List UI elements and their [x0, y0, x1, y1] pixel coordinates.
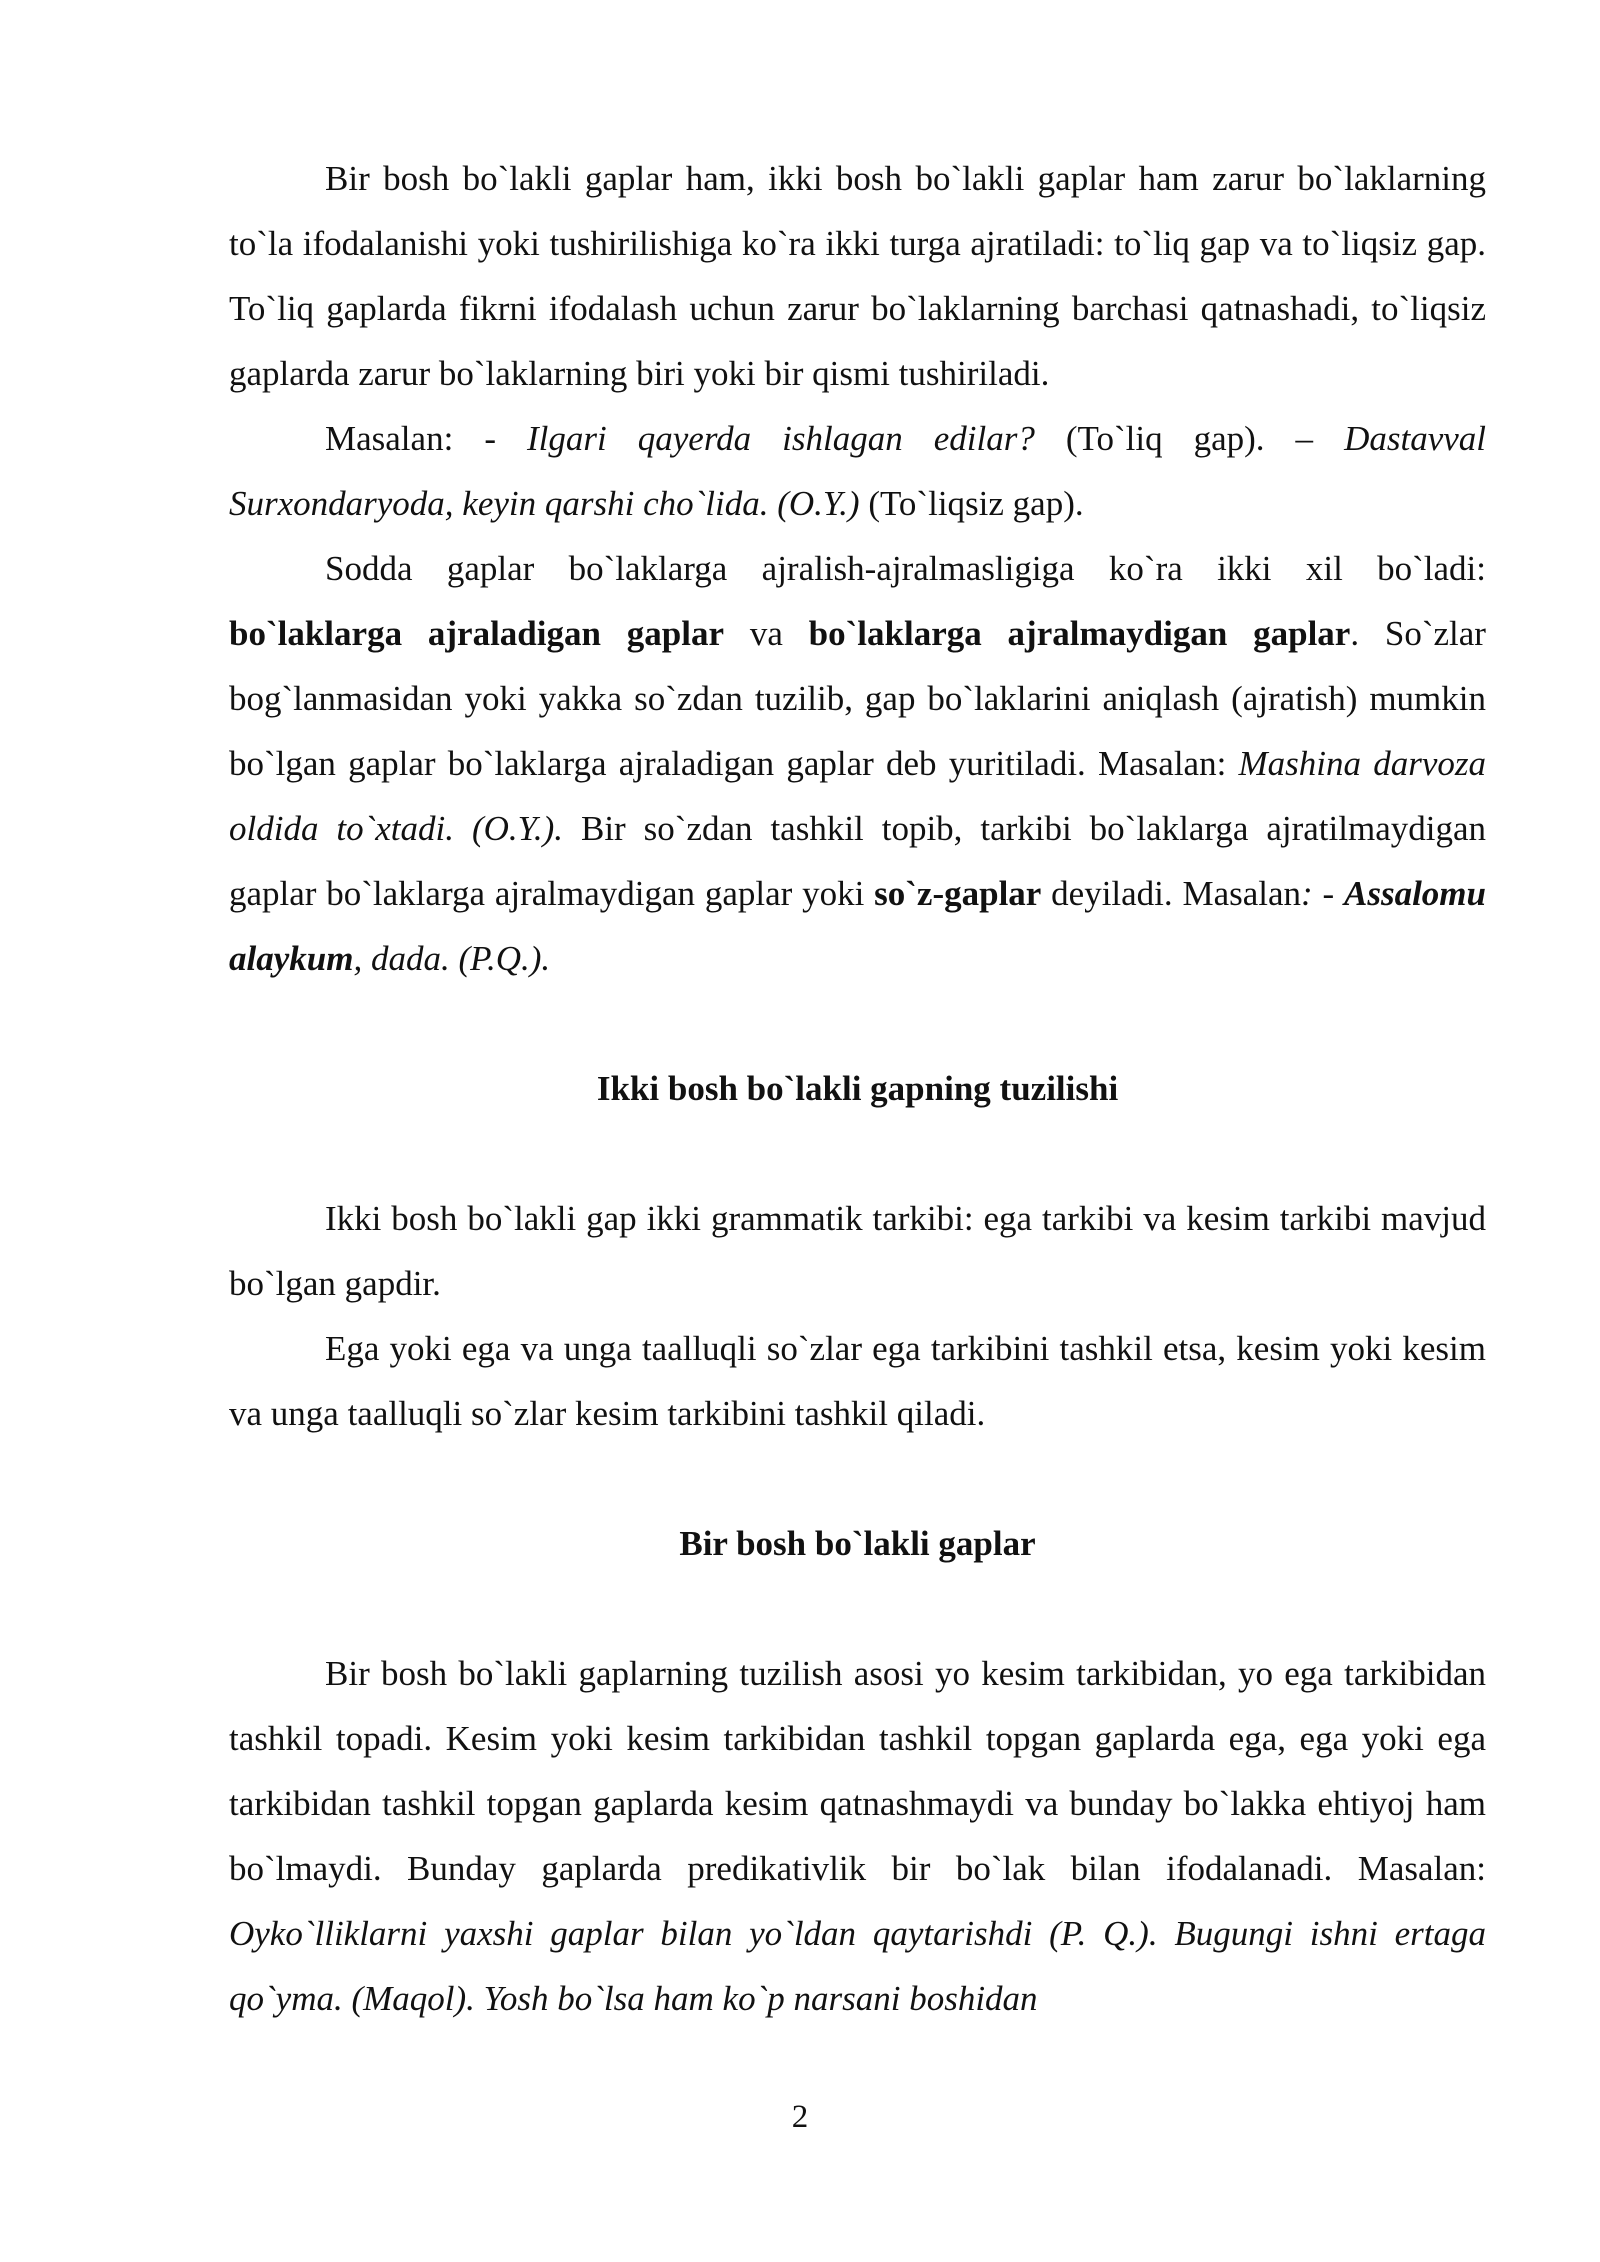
- text-run: Masalan: -: [325, 419, 527, 458]
- text-run: (To`liqsiz gap).: [859, 484, 1084, 523]
- paragraph-two-part-definition: Ikki bosh bo`lakli gap ikki grammatik tarkibi: ega tarkibi va kesim tarkibi mavjud bo`lgan gapdir.: [229, 1199, 1486, 1303]
- paragraph-subject-predicate: Ega yoki ega va unga taalluqli so`zlar ega tarkibini tashkil etsa, kesim yoki kesim va unga taalluqli so`zlar kesim tarkibini tashkil qiladi.: [229, 1329, 1486, 1433]
- text-run: Bir bosh bo`lakli gaplarning tuzilish asosi yo kesim tarkibidan, yo ega tarkibidan tashkil topadi. Kesim yoki kesim tarkibidan tashkil topgan gaplarda ega, ega yoki ega tarkibidan tashkil topgan gaplarda kesim qatnashmaydi va bunday bo`lakka ehtiyoj ham bo`lmaydi. Bunday gaplarda predikativlik bir bo`lak bilan ifodalanadi. Masalan:: [229, 1654, 1486, 1888]
- section-heading-two-part: Ikki bosh bo`lakli gapning tuzilishi: [596, 1069, 1119, 1108]
- italic-example: Mashina darvoza oldida to`xtadi. (O.Y.).: [229, 744, 1486, 848]
- text-run: . So`zlar bog`lanmasidan yoki yakka so`zdan tuzilib, gap bo`laklarini aniqlash (ajratish) mumkin bo`lgan gaplar bo`laklarga ajraladigan gaplar deb yuritiladi. Masalan:: [229, 614, 1486, 783]
- paragraph-one-part-structure: [229, 1641, 1486, 2031]
- italic-example: : -: [1301, 874, 1344, 913]
- italic-example: Dastavval Surxondaryoda, keyin qarshi cho`lida. (O.Y.): [229, 419, 1486, 523]
- text-run: (To`liq gap). –: [1034, 419, 1345, 458]
- bold-term: bo`laklarga ajralmaydigan gaplar: [808, 614, 1351, 653]
- section-heading-one-part: Bir bosh bo`lakli gaplar: [679, 1524, 1036, 1563]
- italic-example: Ilgari qayerda ishlagan edilar?: [527, 419, 1035, 458]
- text-run: deyiladi. Masalan: [1041, 874, 1302, 913]
- bold-italic-example: Assalomu alaykum: [229, 874, 1486, 978]
- italic-example: Oyko`lliklarni yaxshi gaplar bilan yo`ldan qaytarishdi (P. Q.). Bugungi ishni ertaga qo`yma. (Maqol). Yosh bo`lsa ham ko`p narsani boshidan: [229, 1914, 1486, 2018]
- paragraph-divisible-sentences: [229, 536, 1486, 991]
- text-run: Bir so`zdan tashkil topib, tarkibi bo`laklarga ajratilmaydigan gaplar bo`laklarga ajralmaydigan gaplar yoki: [229, 809, 1486, 913]
- bold-term: bo`laklarga ajraladigan gaplar: [229, 614, 724, 653]
- bold-term: so`z-gaplar: [874, 874, 1042, 913]
- page-body: [229, 146, 1486, 2031]
- paragraph-full-incomplete-sentences: Bir bosh bo`lakli gaplar ham, ikki bosh bo`lakli gaplar ham zarur bo`laklarning to`la ifodalanishi yoki tushirilishiga ko`ra ikki turga ajratiladi: to`liq gap va to`liqsiz gap. To`liq gaplarda fikrni ifodalash uchun zarur bo`laklarning barchasi qatnashadi, to`liqsiz gaplarda zarur bo`laklarning biri yoki bir qismi tushiriladi.: [229, 159, 1486, 393]
- text-run: Sodda gaplar bo`laklarga ajralish-ajralmasligiga ko`ra ikki xil bo`ladi:: [325, 549, 1486, 588]
- paragraph-example-full-incomplete: [229, 406, 1486, 536]
- text-run: va: [724, 614, 809, 653]
- italic-example: , dada. (P.Q.).: [353, 939, 551, 978]
- page-number: 2: [791, 2099, 809, 2135]
